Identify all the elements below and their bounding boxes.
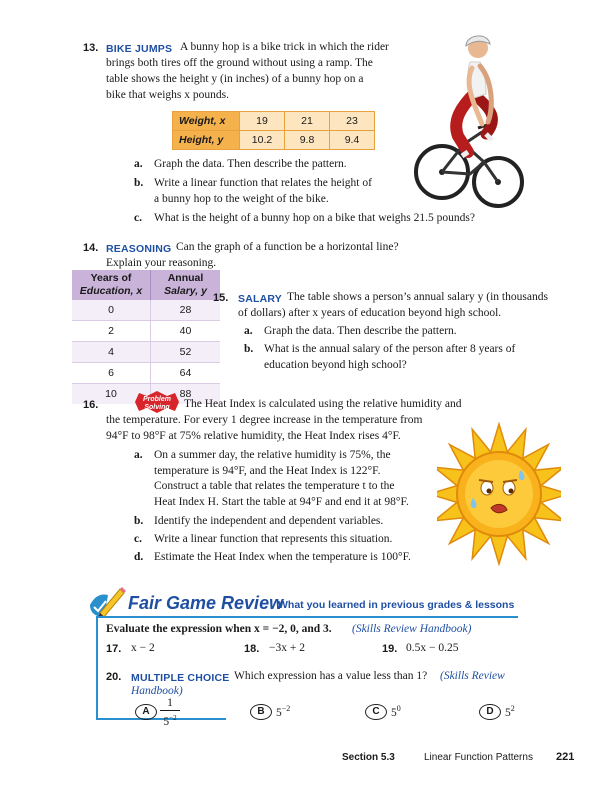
exercise-14-line-1: Can the graph of a function be a horizontal line? — [176, 241, 399, 253]
part-text: What is the height of a bunny hop on a bike that weighs 21.5 pounds? — [154, 212, 475, 224]
footer-section: Section 5.3 — [342, 752, 395, 763]
exercise-14-line-2: Explain your reasoning. — [106, 257, 217, 269]
height-label-cell: Height, y — [173, 131, 240, 150]
height-value-cell: 9.8 — [285, 131, 330, 150]
choice-c-expression: $5^0$ — [391, 704, 401, 719]
part-letter: c. — [134, 212, 142, 224]
review-item-20-number: 20. — [106, 671, 122, 683]
part-letter: a. — [134, 158, 143, 170]
exercise-16-part-a — [134, 448, 444, 512]
weight-label-cell: Weight, x — [173, 112, 240, 131]
years-cell: 0 — [72, 300, 151, 321]
review-instruction: Evaluate the expression when x = −2, 0, and 3. — [106, 623, 332, 635]
review-item-18-number: 18. — [244, 643, 260, 655]
part-text: What is the annual salary of the person after 8 years of — [264, 343, 516, 355]
review-item-17-number: 17. — [106, 643, 122, 655]
part-letter: a. — [134, 449, 143, 461]
multiple-choice-question: Which expression has a value less than 1? — [234, 670, 428, 682]
part-letter: b. — [134, 177, 144, 189]
review-item-19-number: 19. — [382, 643, 398, 655]
part-text: education beyond high school? — [264, 358, 407, 371]
salary-cell: 88 — [179, 388, 192, 400]
exercise-15-line-1: The table shows a person’s annual salary y (in thousands — [287, 291, 548, 303]
page-number: 221 — [556, 751, 575, 763]
exercise-15-keyword: SALARY — [238, 293, 282, 305]
salary-cell: 52 — [179, 346, 192, 358]
exercise-13-line-1: A bunny hop is a bike trick in which the rider — [180, 41, 389, 53]
exercise-14-keyword: REASONING — [106, 243, 172, 255]
choice-b-bubble[interactable]: B — [250, 704, 272, 720]
review-title: Fair Game Review — [128, 593, 284, 613]
footer-title: Linear Function Patterns — [424, 752, 533, 763]
choice-a-numerator: 1 — [167, 697, 173, 709]
exercise-13-part-a — [134, 157, 434, 173]
salary-cell: 40 — [179, 325, 192, 337]
exercise-16-line-1: The Heat Index is calculated using the relative humidity and — [184, 398, 462, 410]
bike-rider-illustration — [412, 24, 524, 220]
years-cell: 10 — [72, 384, 151, 405]
exercise-14-number: 14. — [83, 242, 99, 254]
review-divider — [96, 616, 518, 618]
exercise-13-line-2: brings both tires off the ground without using a ramp. The — [106, 57, 373, 69]
choice-a-fraction — [160, 697, 180, 728]
pencil-check-icon — [86, 583, 126, 619]
salary-cell: 64 — [179, 367, 192, 379]
review-subtitle: What you learned in previous grades & lessons — [278, 599, 515, 611]
part-letter: d. — [134, 551, 144, 563]
part-text: temperature is 94°F, and the Heat Index is 122°F. — [154, 464, 381, 477]
part-letter: a. — [244, 325, 253, 337]
exercise-16-number: 16. — [83, 399, 99, 411]
problem-solving-badge-icon — [132, 390, 182, 414]
exercise-15-part-b — [244, 342, 554, 374]
part-text: Write a linear function that represents this situation. — [154, 533, 393, 545]
choice-d-expression: $5^2$ — [505, 704, 515, 719]
bike-data-table — [172, 111, 375, 150]
exercise-16-line-3: 94°F to 98°F at 75% relative humidity, the Heat Index rises 4°F. — [106, 430, 401, 442]
exercise-15-line-2: of dollars) after x years of education beyond high school. — [238, 307, 502, 319]
exercise-16-part-c — [134, 532, 444, 548]
part-text: Graph the data. Then describe the pattern. — [154, 158, 347, 170]
weight-value-cell: 19 — [240, 112, 285, 131]
exercise-13-keyword: BIKE JUMPS — [106, 43, 173, 55]
height-value-cell: 9.4 — [330, 131, 375, 150]
choice-a-bubble[interactable]: A — [135, 704, 157, 720]
exercise-15-number: 15. — [213, 292, 229, 304]
years-cell: 4 — [72, 342, 151, 363]
years-cell: 6 — [72, 363, 151, 384]
sweating-sun-icon — [437, 422, 561, 566]
part-text: Graph the data. Then describe the pattern. — [264, 325, 457, 337]
exercise-16-part-d — [134, 550, 444, 566]
salary-header: Annual Salary, y — [164, 272, 207, 297]
part-letter: b. — [134, 515, 144, 527]
exercise-16-part-b — [134, 514, 444, 530]
part-text: Heat Index H. Start the table at 94°F and end it at 98°F. — [154, 495, 409, 508]
height-value-cell: 10.2 — [240, 131, 285, 150]
review-item-17-expression: x − 2 — [131, 642, 155, 654]
multiple-choice-ref-line-1: (Skills Review — [440, 670, 505, 682]
review-left-rule — [96, 616, 98, 718]
review-instruction-ref: (Skills Review Handbook) — [352, 623, 472, 635]
part-text: Estimate the Heat Index when the temperature is 100°F. — [154, 551, 411, 563]
choice-a-denominator: $5^{-2}$ — [160, 710, 180, 728]
part-text: On a summer day, the relative humidity is 75%, the — [154, 449, 391, 461]
exercise-13-number: 13. — [83, 42, 99, 54]
weight-value-cell: 23 — [330, 112, 375, 131]
exercise-13-part-b — [134, 176, 434, 208]
part-text: a bunny hop to the weight of the bike. — [154, 192, 329, 205]
choice-c-bubble[interactable]: C — [365, 704, 387, 720]
salary-table — [72, 270, 220, 404]
years-header: Years of Education, x — [72, 270, 151, 300]
salary-cell: 28 — [179, 304, 192, 316]
part-text: Identify the independent and dependent variables. — [154, 515, 384, 527]
multiple-choice-keyword: MULTIPLE CHOICE — [131, 672, 230, 684]
part-text: Write a linear function that relates the height of — [154, 177, 372, 189]
review-item-18-expression: −3x + 2 — [269, 642, 305, 654]
exercise-13-line-4: bike that weighs x pounds. — [106, 89, 229, 101]
years-cell: 2 — [72, 321, 151, 342]
choice-b-expression: $5^{-2}$ — [276, 704, 291, 719]
badge-line-2: Solving — [144, 404, 170, 411]
weight-value-cell: 21 — [285, 112, 330, 131]
multiple-choice-ref-line-2: Handbook) — [131, 685, 183, 697]
choice-d-bubble[interactable]: D — [479, 704, 501, 720]
part-text: Construct a table that relates the temperature t to the — [154, 480, 395, 492]
badge-line-1: Problem — [142, 396, 172, 403]
exercise-15-part-a — [244, 324, 544, 340]
part-letter: b. — [244, 343, 254, 355]
part-letter: c. — [134, 533, 142, 545]
exercise-16-line-2: the temperature. For every 1 degree increase in the temperature from — [106, 414, 423, 426]
review-item-19-expression: 0.5x − 0.25 — [406, 642, 459, 654]
exercise-13-line-3: table shows the height y (in inches) of a bunny hop on a — [106, 73, 364, 85]
